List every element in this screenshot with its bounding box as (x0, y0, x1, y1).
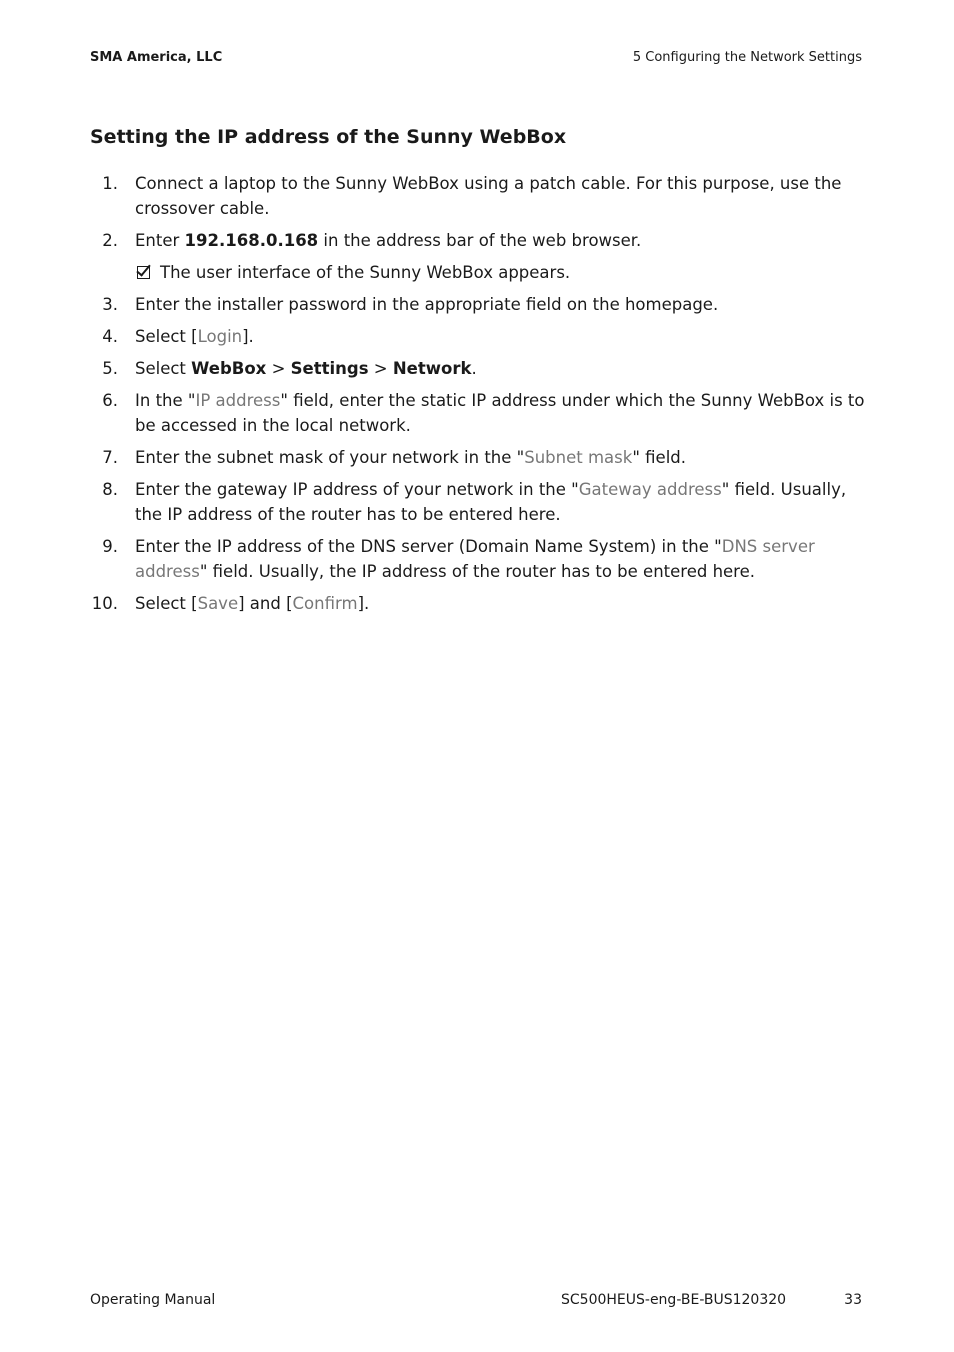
step-7 (90, 445, 865, 470)
page-number: 33 (844, 1292, 862, 1308)
step-number: 9. (102, 537, 118, 556)
header-company: SMA America, LLC (90, 50, 223, 65)
step-text: Enter the subnet mask of your network in the "Subnet mask" field. (135, 448, 686, 467)
step-1 (90, 171, 865, 221)
menu-network: Network (392, 359, 472, 378)
step-5 (90, 356, 865, 381)
step-2 (90, 228, 865, 253)
step-number: 3. (102, 295, 118, 314)
step-6 (90, 388, 865, 438)
footer-doc-code: SC500HEUS-eng-BE-BUS120320 (561, 1292, 787, 1308)
ui-save: Save (197, 594, 239, 613)
menu-settings: Settings (290, 359, 369, 378)
step-3 (90, 292, 865, 317)
step-4 (90, 324, 865, 349)
ui-login: Login (197, 327, 243, 346)
ui-confirm: Confirm (292, 594, 358, 613)
step-9 (90, 534, 865, 584)
step-number: 6. (102, 391, 118, 410)
checkbox-checked-icon (137, 266, 150, 279)
step-text: Select [Save] and [Confirm]. (135, 594, 370, 613)
step-number: 2. (102, 231, 118, 250)
menu-webbox: WebBox (191, 359, 267, 378)
header-chapter: 5 Configuring the Network Settings (632, 50, 862, 65)
section-title: Setting the IP address of the Sunny WebBox (90, 126, 567, 148)
step-2-result (135, 260, 865, 285)
step-text: Select WebBox > Settings > Network. (135, 359, 477, 378)
step-text: In the "IP address" field, enter the static IP address under which the Sunny WebBox is to be accessed in the local network. (135, 391, 865, 435)
step-text: Enter the gateway IP address of your network in the "Gateway address" field. Usually, the IP address of the router has to be entered here. (135, 480, 847, 524)
step-text: Enter the installer password in the appropriate field on the homepage. (135, 295, 719, 314)
footer-manual: Operating Manual (90, 1292, 216, 1308)
ui-subnet-mask: Subnet mask (524, 448, 633, 467)
result-text: The user interface of the Sunny WebBox appears. (160, 263, 571, 282)
ui-gateway-address: Gateway address (578, 480, 722, 499)
step-number: 7. (102, 448, 118, 467)
ui-dns-server-address: DNS server address (135, 537, 815, 581)
instruction-steps (90, 171, 865, 623)
ui-ip-address: IP address (195, 391, 281, 410)
step-text: Select [Login]. (135, 327, 254, 346)
step-text: Enter 192.168.0.168 in the address bar of the web browser. (135, 231, 642, 250)
step-text: Enter the IP address of the DNS server (Domain Name System) in the "DNS server address" field. Usually, the IP address of the router has to be entered here. (135, 537, 815, 581)
step-8 (90, 477, 865, 527)
ip-address-value: 192.168.0.168 (184, 231, 319, 250)
step-number: 1. (102, 174, 118, 193)
step-number: 5. (102, 359, 118, 378)
step-number: 4. (102, 327, 118, 346)
step-number: 8. (102, 480, 118, 499)
step-text: Connect a laptop to the Sunny WebBox using a patch cable. For this purpose, use the crossover cable. (135, 174, 842, 218)
step-number: 10. (91, 594, 118, 613)
step-10 (90, 591, 865, 616)
